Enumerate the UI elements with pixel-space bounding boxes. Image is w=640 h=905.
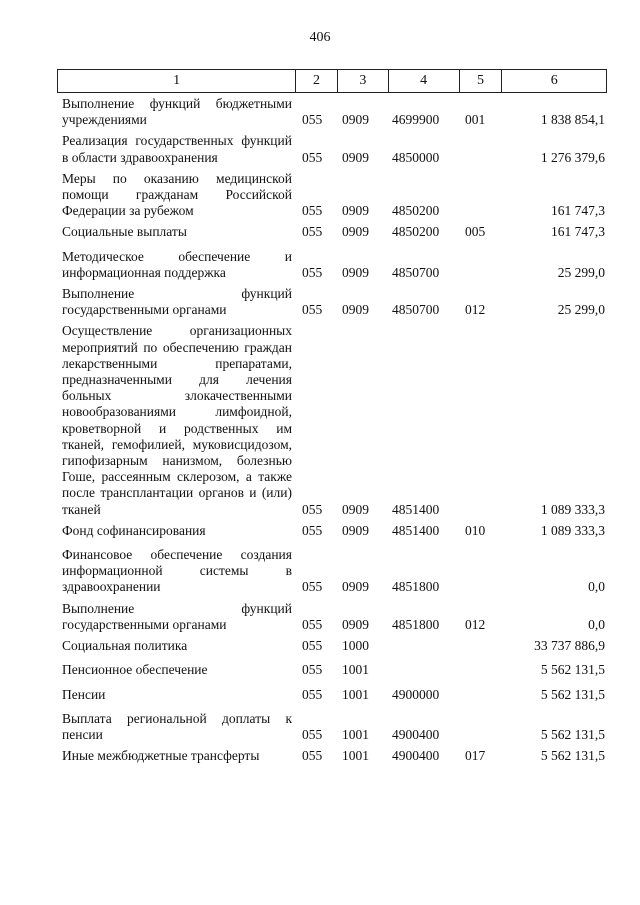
row-name: Реализация государственных функций в области здравоохранения [62,133,292,165]
row-col-3: 0909 [342,616,369,632]
row-col-4: 4900000 [392,686,440,702]
row-col-3: 0909 [342,522,369,538]
row-name: Выполнение функций государственными органами [62,600,292,632]
table-row [57,224,607,240]
row-col-4: 4851400 [392,501,440,517]
row-col-6: 1 089 333,3 [540,501,605,517]
row-col-2: 055 [302,203,323,219]
header-col-6: 6 [550,73,558,88]
row-col-3: 1001 [342,748,369,764]
row-col-4: 4850700 [392,264,440,280]
row-name: Осуществление организационных мероприятий по обеспечению граждан лекарственными препаратами, предназначенными для лечения больных злокачественными новообразованиями лимфоидной, кроветворной и родственных им тканей, гемофилией, муковисцидозом, гипофизарным нанизмом, болезнью Гоше, рассеянным склерозом, а также после трансплантации органов и (или) тканей [62,323,292,517]
row-col-3: 0909 [342,302,369,318]
row-col-3: 1001 [342,726,369,742]
row-col-2: 055 [302,616,323,632]
row-name: Выплата региональной доплаты к пенсии [62,710,292,742]
row-col-6: 1 089 333,3 [540,522,605,538]
row-col-3: 0909 [342,149,369,165]
row-col-2: 055 [302,638,323,654]
table-row [57,523,607,539]
table-row [57,687,607,703]
row-name: Пенсионное обеспечение [62,662,208,678]
table-row [57,601,607,633]
table-row [57,323,607,517]
table-row [57,133,607,165]
row-col-2: 055 [302,302,323,318]
row-col-5: 017 [465,748,486,764]
row-col-2: 055 [302,224,323,240]
table-row [57,638,607,654]
row-col-3: 0909 [342,264,369,280]
table-row [57,748,607,764]
row-col-6: 0,0 [588,616,605,632]
row-col-5: 012 [465,616,486,632]
table-row [57,547,607,596]
table-body [57,96,607,772]
row-col-2: 055 [302,501,323,517]
row-col-2: 055 [302,149,323,165]
row-name: Социальная политика [62,638,188,654]
header-col-4: 4 [389,70,460,92]
row-col-5: 012 [465,302,486,318]
header-col-1: 1 [58,70,296,92]
table-header [57,69,607,93]
row-col-6: 5 562 131,5 [540,662,605,678]
row-name: Выполнение функций бюджетными учреждениями [62,96,292,128]
row-col-4: 4850200 [392,203,440,219]
table-row [57,171,607,220]
row-col-4: 4850000 [392,149,440,165]
row-col-4: 4851400 [392,522,440,538]
row-col-6: 5 562 131,5 [540,686,605,702]
row-col-4: 4851800 [392,579,440,595]
row-col-3: 0909 [342,203,369,219]
row-col-3: 1000 [342,638,369,654]
row-col-6: 1 276 379,6 [540,149,605,165]
row-col-4: 4900400 [392,748,440,764]
table-row [57,96,607,128]
header-col-5: 5 [460,70,503,92]
row-col-2: 055 [302,112,323,128]
table-row [57,711,607,743]
row-col-6: 33 737 886,9 [534,638,605,654]
header-col-2: 2 [296,70,338,92]
row-col-3: 1001 [342,686,369,702]
row-col-2: 055 [302,662,323,678]
row-name: Методическое обеспечение и информационная поддержка [62,248,292,280]
row-col-2: 055 [302,522,323,538]
row-col-6: 5 562 131,5 [540,748,605,764]
row-col-3: 0909 [342,224,369,240]
row-name: Финансовое обеспечение создания информационной системы в здравоохранении [62,547,292,595]
row-col-2: 055 [302,748,323,764]
row-col-4: 4851800 [392,616,440,632]
row-col-5: 001 [465,112,486,128]
table-row [57,286,607,318]
table-row [57,662,607,678]
row-col-6: 161 747,3 [551,203,605,219]
row-col-2: 055 [302,579,323,595]
row-name: Фонд софинансирования [62,522,206,538]
row-col-2: 055 [302,686,323,702]
row-col-4: 4850700 [392,302,440,318]
row-name: Выполнение функций государственными органами [62,286,292,318]
row-col-5: 005 [465,224,486,240]
row-col-4: 4699900 [392,112,440,128]
row-col-4: 4850200 [392,224,440,240]
row-col-6: 161 747,3 [551,224,605,240]
page-number: 406 [309,30,331,45]
row-col-3: 0909 [342,579,369,595]
row-col-6: 5 562 131,5 [540,726,605,742]
row-col-3: 0909 [342,112,369,128]
row-col-3: 0909 [342,501,369,517]
row-name: Иные межбюджетные трансферты [62,748,260,764]
header-col-3: 3 [338,70,389,92]
row-col-2: 055 [302,726,323,742]
row-col-6: 25 299,0 [557,302,605,318]
row-col-6: 1 838 854,1 [540,112,605,128]
row-col-6: 25 299,0 [557,264,605,280]
row-col-2: 055 [302,264,323,280]
row-col-4: 4900400 [392,726,440,742]
row-name: Пенсии [62,686,106,702]
table-row [57,249,607,281]
row-name: Социальные выплаты [62,224,187,240]
row-name: Меры по оказанию медицинской помощи гражданам Российской Федерации за рубежом [62,170,292,219]
row-col-5: 010 [465,522,486,538]
row-col-3: 1001 [342,662,369,678]
row-col-6: 0,0 [588,579,605,595]
